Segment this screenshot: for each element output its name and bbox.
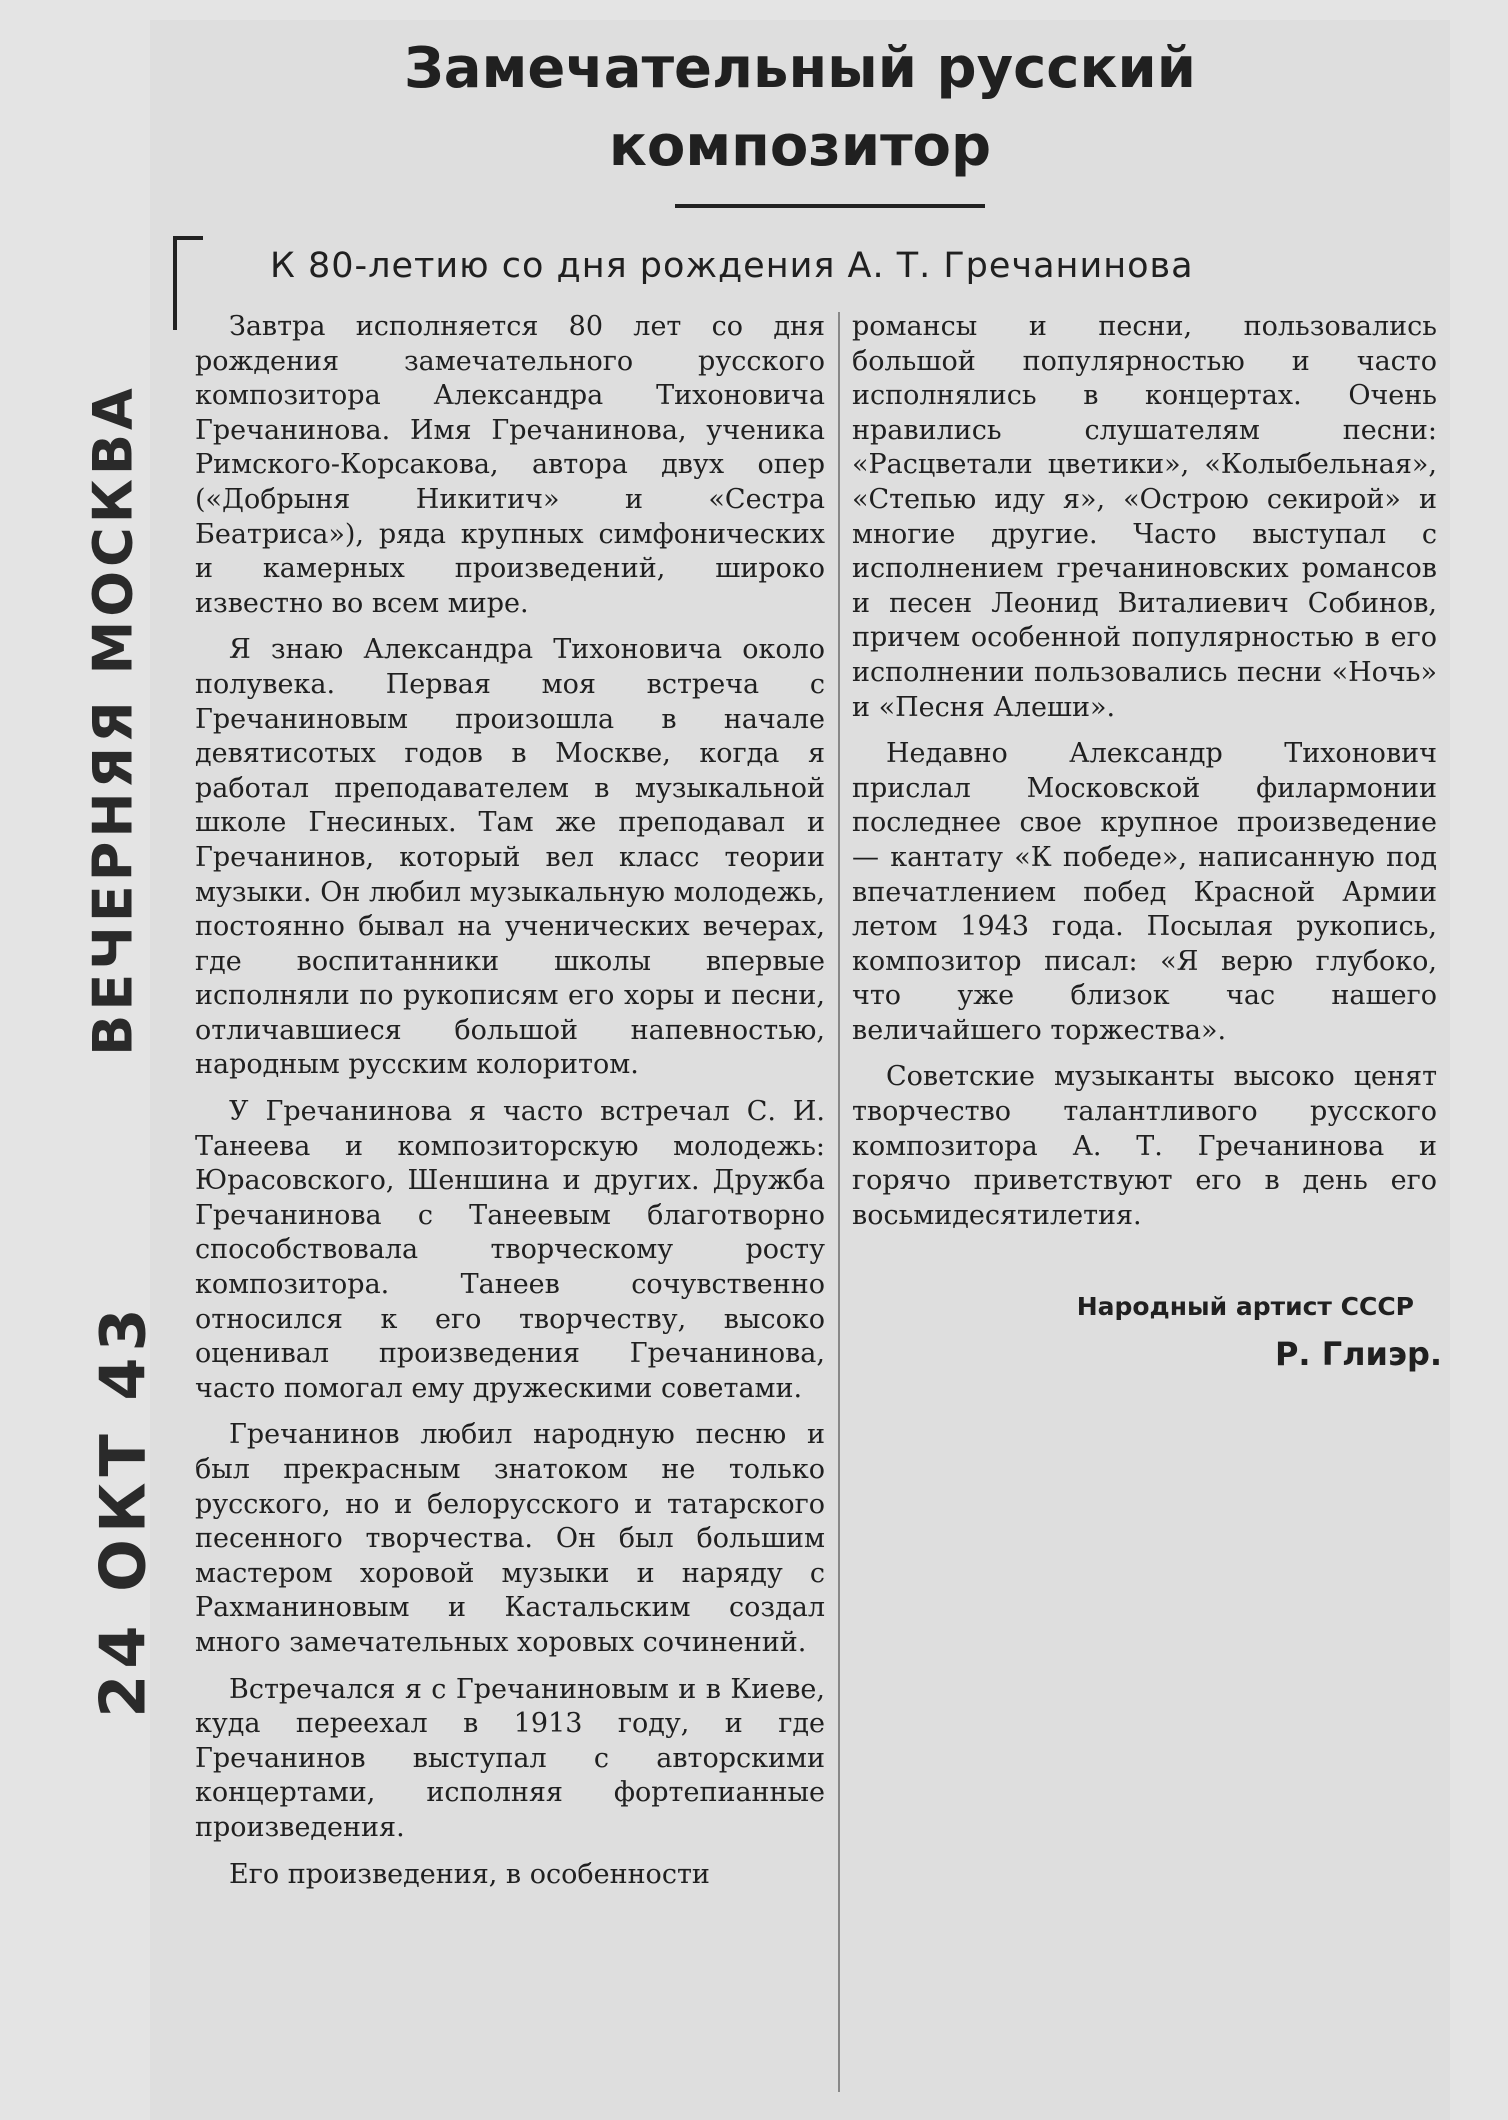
archive-label-strip [28, 0, 160, 2120]
author-signature [852, 1285, 1442, 1379]
column-divider [838, 312, 840, 2092]
paragraph: Я знаю Александра Тихоновича около полувека. Первая моя встреча с Гречаниновым произошла в начале девятисотых годов в Москве, когда я работал преподавателем в музыкальной школе Гнесиных. Там же преподавал и Гречанинов, который вел класс теории музыки. Он любил музыкальную молодежь, постоянно бывал на ученических вечерах, где воспитанники школы впервые исполняли по рукописям его хоры и песни, отличавшиеся большой напевностью, народным русским колоритом. [195, 634, 825, 1081]
newspaper-name-text: ВЕЧЕРНЯЯ МОСКВА [81, 384, 145, 1056]
paragraph: Завтра исполняется 80 лет со дня рождения замечательного русского композитора Александра Тихоновича Гречанинова. Имя Гречанинова, ученика Римского-Корсакова, автора двух опер («Добрыня Никитич» и «Сестра Беатриса»), ряда крупных симфонических и камерных произведений, широко известно во всем мире. [195, 311, 825, 619]
paragraph: У Гречанинова я часто встречал С. И. Танеева и композиторскую молодежь: Юрасовского, Шеншина и других. Дружба Гречанинова с Танеевым благотворно способствовала творческому росту композитора. Танеев сочувственно относился к его творчеству, высоко оценивал произведения Гречанинова, часто помогал ему дружескими советами. [195, 1096, 825, 1404]
paragraph: романсы и песни, пользовались большой популярностью и часто исполнялись в концертах. Очень нравились слушателям песни: «Расцветали цветики», «Колыбельная», «Степью иду я», «Острою секирой» и многие другие. Часто выступал с исполнением гречаниновских романсов и песен Леонид Виталиевич Собинов, причем особенной популярностью в его исполнении пользовались песни «Ночь» и «Песня Алеши». [852, 311, 1437, 723]
paragraph: Гречанинов любил народную песню и был прекрасным знатоком не только русского, но и белорусского и татарского песенного творчества. Он был большим мастером хоровой музыки и наряду с Рахманиновым и Кастальским создал много замечательных хоровых сочинений. [195, 1419, 825, 1658]
article-column-left [195, 310, 825, 1904]
date-stamp [83, 1290, 163, 1730]
paragraph: Советские музыканты высоко ценят творчество талантливого русского композитора А. Т. Гречанинова и горячо приветствуют его в день его восьмидесятилетия. [852, 1061, 1437, 1231]
article-title-line-1: Замечательный русский [404, 36, 1196, 101]
newspaper-name-stamp [81, 384, 145, 1056]
paragraph: Встречался я с Гречаниновым и в Киеве, куда переехал в 1913 году, и где Гречанинов выступал с авторскими концертами, исполняя фортепианные произведения. [195, 1673, 825, 1843]
title-underline [675, 204, 985, 208]
article-title [300, 30, 1300, 186]
article-subtitle: К 80-летию со дня рождения А. Т. Гречанинова [270, 246, 1194, 286]
author-title: Народный артист СССР [1076, 1292, 1414, 1321]
paragraph: Недавно Александр Тихонович прислал Московской филармонии последнее свое крупное произведение — кантату «К победе», написанную под впечатлением побед Красной Армии летом 1943 года. Посылая рукопись, композитор писал: «Я верю глубоко, что уже близок час нашего величайшего торжества». [852, 738, 1437, 1046]
article-column-right [852, 310, 1437, 1245]
date-stamp-text: 24 ОКТ 43 [86, 1302, 160, 1718]
paragraph: Его произведения, в особенности [229, 1858, 710, 1890]
article-title-line-2: композитор [608, 114, 992, 179]
author-name: Р. Глиэр. [1274, 1335, 1442, 1373]
